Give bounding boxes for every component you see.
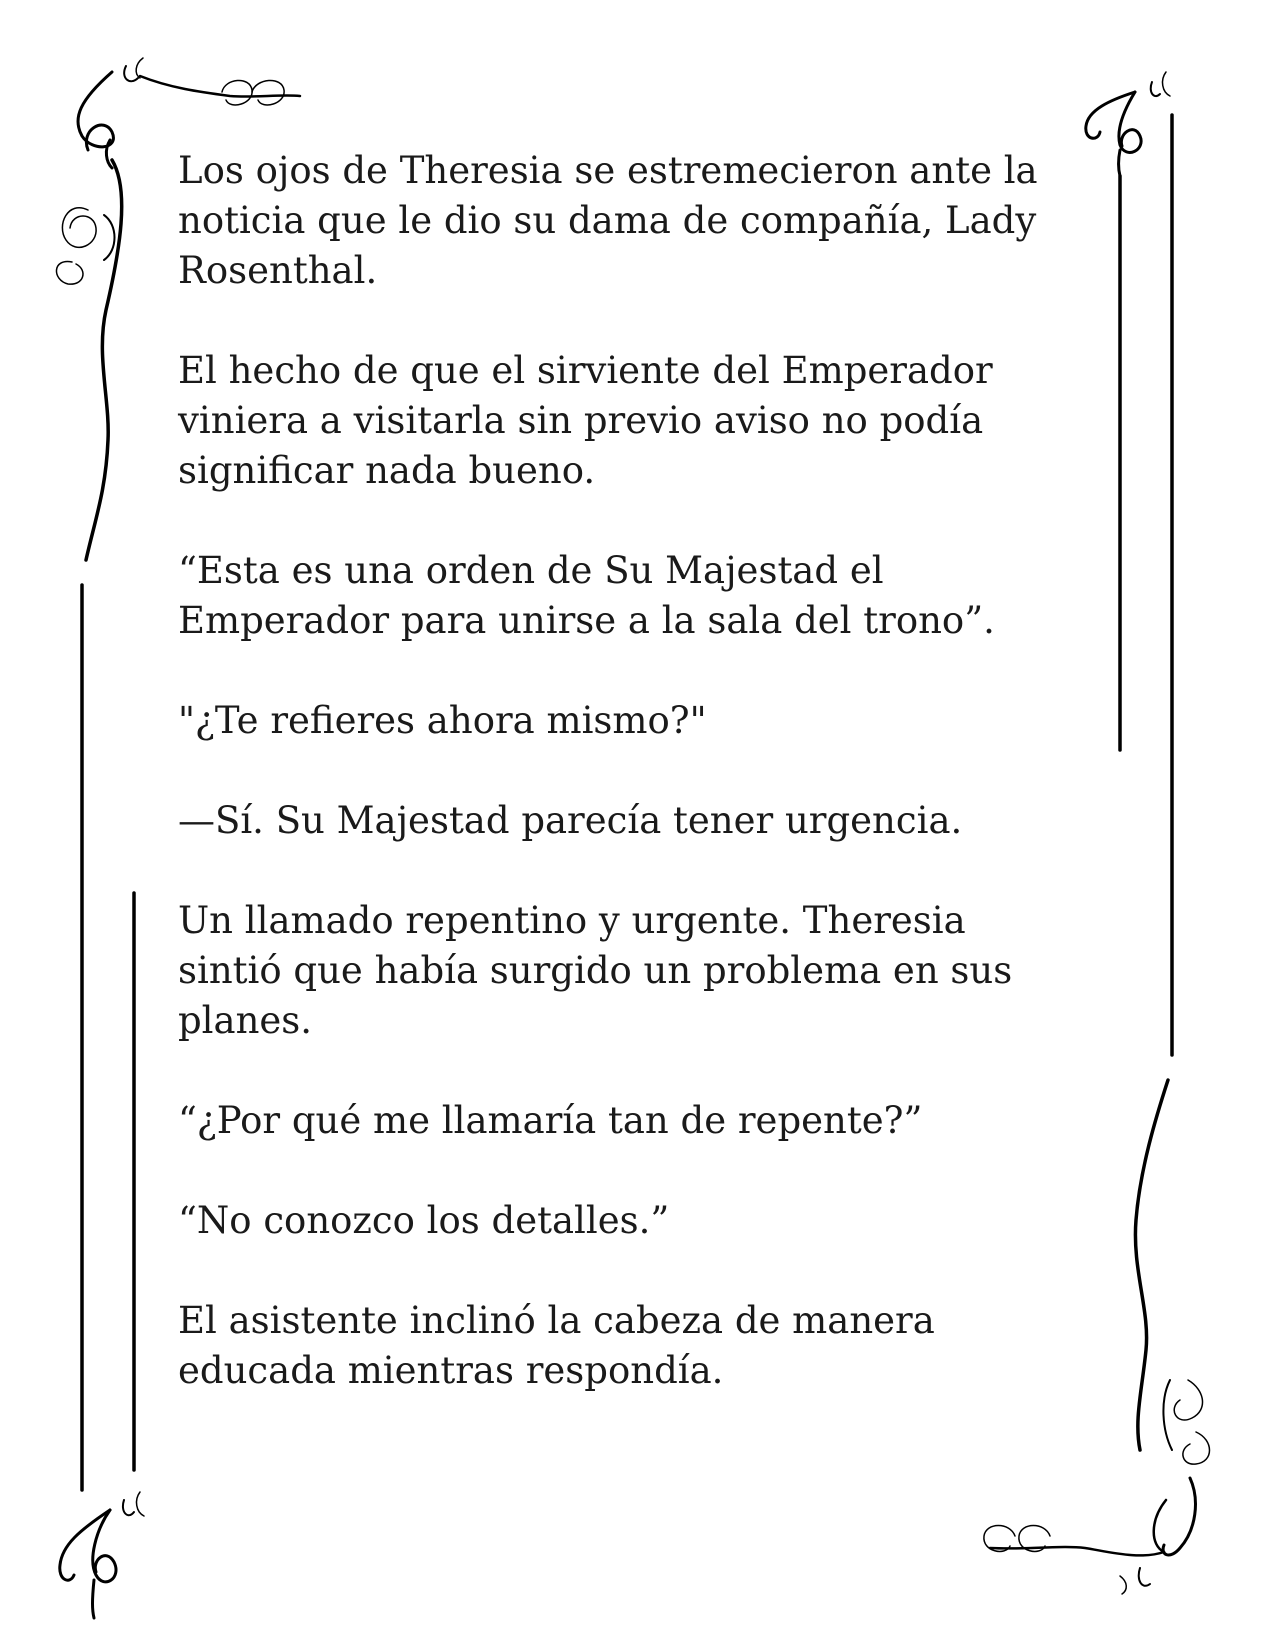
paragraph: El hecho de que el sirviente del Emperador viniera a visitarla sin previo aviso no podía significar nada bueno. (178, 349, 993, 492)
paragraph: “¿Por qué me llamaría tan de repente?” (178, 1099, 923, 1142)
paragraph: “No conozco los detalles.” (178, 1199, 670, 1242)
paragraph: Los ojos de Theresia se estremecieron ante la noticia que le dio su dama de compañía, Lady Rosenthal. (178, 149, 1038, 292)
paragraph: El asistente inclinó la cabeza de manera educada mientras respondía. (178, 1299, 935, 1392)
paragraph: —Sí. Su Majestad parecía tener urgencia. (178, 799, 963, 842)
story-text (178, 146, 1078, 1446)
top-right-flourish-icon (1086, 72, 1170, 176)
paragraph: "¿Te refieres ahora mismo?" (178, 699, 707, 742)
bottom-left-flourish-icon (60, 1492, 144, 1618)
paragraph: Un llamado repentino y urgente. Theresia sintió que había surgido un problema en sus planes. (178, 899, 1013, 1042)
paragraph: “Esta es una orden de Su Majestad el Emperador para unirse a la sala del trono”. (178, 549, 995, 642)
